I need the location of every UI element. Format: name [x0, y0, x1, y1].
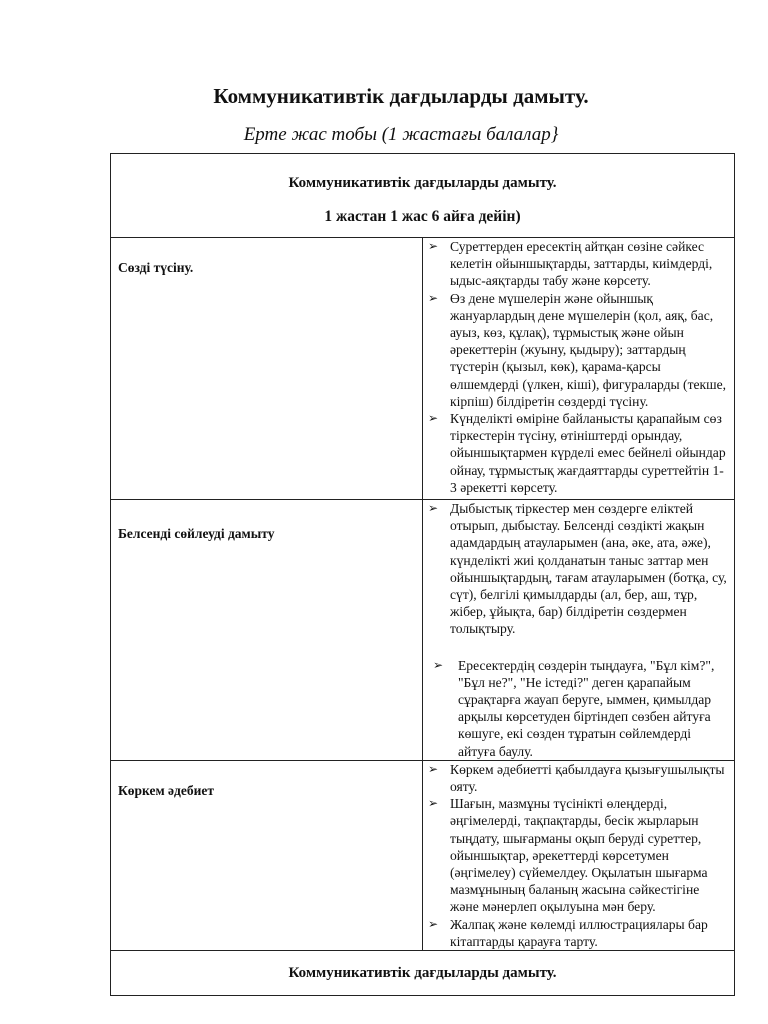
bullet-list — [423, 238, 734, 496]
list-item-text: Шағын, мазмұны түсінікті өлеңдерді, әңгімелерді, тақпақтарды, бесік жырларын тыңдату, шығарманы оқып беруді суреттер, ойыншықтар, әрекеттерді көрсетумен (әңгімелеу) сүйемелдеу. Оқылатын шығарма мазмұнының баланың жасына сәйкестігіне және мәнерлеп оқылуына мән беру. — [450, 796, 708, 915]
row-category-label: Белсенді сөйлеуді дамыту — [111, 500, 423, 761]
list-item — [423, 761, 730, 795]
list-item — [423, 657, 730, 760]
list-item-text: Дыбыстық тіркестер мен сөздерге еліктей отырып, дыбыстау. Белсенді сөздікті жақын адамдардың атауларымен (ана, әке, ата, әже), күнделікті жиі қолданатын таныс заттар мен ойыншықтардың, тағам атауларымен (ботқа, су, сүт), белгілі қимылдарды (ал, бер, аш, тұр, жібер, ұйықта, бар) білдіретін сөздермен толықтыру. — [450, 501, 727, 637]
arrow-bullet-icon: ➢ — [433, 657, 444, 672]
curriculum-table — [110, 153, 735, 996]
document-title: Коммуникативтік дағдыларды дамыту. — [213, 84, 589, 108]
list-item — [423, 500, 730, 638]
row-category-label: Көркем әдебиет — [111, 760, 423, 950]
list-item — [423, 916, 730, 950]
list-item — [423, 410, 730, 496]
arrow-bullet-icon: ➢ — [428, 290, 439, 305]
table-footer: Коммуникативтік дағдыларды дамыту. — [111, 951, 735, 996]
list-item-text: Суреттерден ересектің айтқан сөзіне сәйкес келетін ойыншықтарды, заттарды, киімдерді, ыдыс-аяқтарды табу және көрсету. — [450, 239, 713, 289]
document-subtitle: Ерте жас тобы (1 жастағы балалар} — [243, 124, 559, 145]
bullet-list — [423, 761, 734, 950]
row-content — [423, 760, 735, 950]
arrow-bullet-icon: ➢ — [428, 501, 439, 515]
arrow-bullet-icon: ➢ — [428, 411, 439, 426]
table-header — [111, 154, 735, 238]
list-item — [423, 795, 730, 915]
list-item-text: Жалпақ және көлемді иллюстрациялары бар кітаптарды қарауға тарту. — [450, 916, 708, 949]
table-header-age-range: 1 жастан 1 жас 6 айға дейін) — [324, 208, 521, 225]
list-item-text: Ересектердің сөздерін тыңдауға, "Бұл кім?", "Бұл не?", "Не істеді?" деген қарапайым сұрақтарға жауап беруге, ыммен, қимылдар арқылы көрсетуден біртіндеп сөзбен айтуға көшуге, екі сөзден тұратын сөйлемдерді айтуға баулу. — [458, 657, 715, 759]
arrow-bullet-icon: ➢ — [428, 796, 439, 811]
list-item — [423, 290, 730, 410]
row-content — [423, 500, 735, 761]
list-item-text: Өз дене мүшелерін және ойыншық жануарлардың дене мүшелерін (қол, аяқ, бас, ауыз, көз, құлақ), тұрмыстық және ойын әрекеттерін (жуыну, қыдыру); заттардың түстерін (қызыл, көк), қарама-қарсы өлшемдерді (үлкен, кіші), фигураларды (текше, кірпіш) білдіретін сөздерді түсіну. — [450, 290, 727, 409]
arrow-bullet-icon: ➢ — [428, 916, 439, 931]
row-content — [423, 238, 735, 500]
arrow-bullet-icon: ➢ — [428, 761, 439, 776]
bullet-list — [423, 500, 734, 760]
table-row — [111, 760, 735, 950]
table-header-title: Коммуникативтік дағдыларды дамыту. — [288, 175, 557, 191]
arrow-bullet-icon: ➢ — [428, 239, 439, 253]
list-item-text: Көркем әдебиетті қабылдауға қызығушылықты ояту. — [450, 761, 725, 795]
table-row — [111, 500, 735, 761]
table-row — [111, 238, 735, 500]
list-item — [423, 238, 730, 290]
list-item-text: Күнделікті өміріне байланысты қарапайым сөз тіркестерін түсіну, өтініштерді орындау, ойыншықтармен күрделі емес бейнелі ойындар ойнау, тұрмыстық жағдаяттарды суреттейтін 1-3 әрекетті көрсету. — [450, 411, 726, 495]
row-category-label: Сөзді түсіну. — [111, 238, 423, 500]
